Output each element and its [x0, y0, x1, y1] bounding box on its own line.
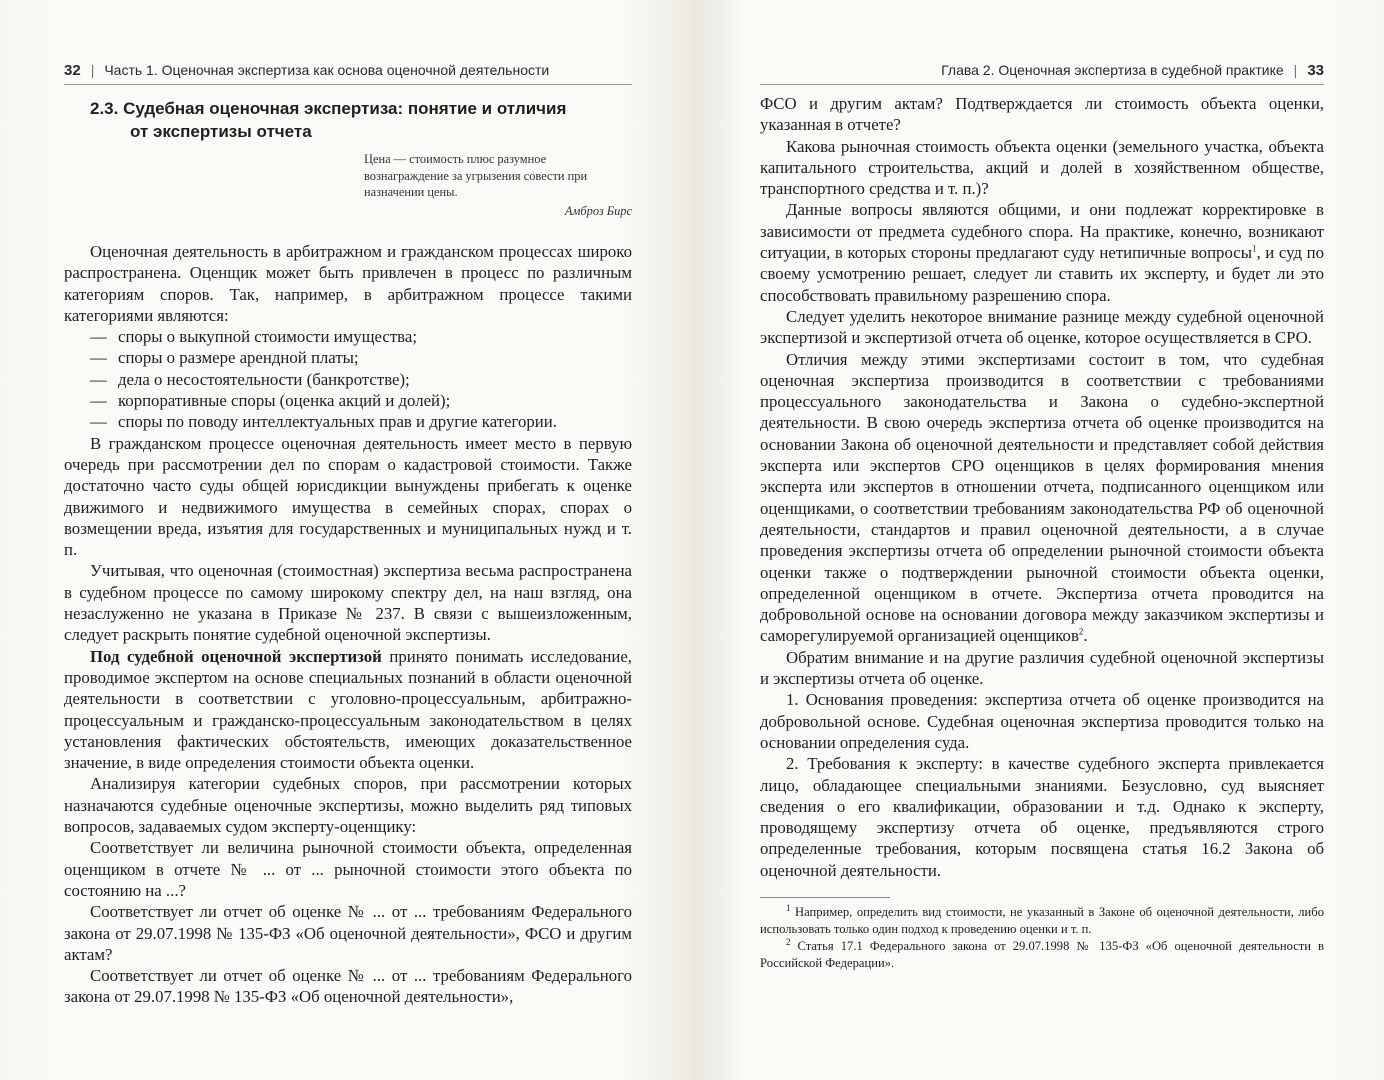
header-separator: | — [1293, 62, 1298, 78]
list-item: — споры о выкупной стоимости имущества; — [90, 326, 632, 347]
epigraph — [364, 151, 632, 219]
paragraph: ФСО и другим актам? Подтверждается ли стоимость объекта оценки, указанная в отчете? — [760, 94, 1324, 135]
question-paragraph: Какова рыночная стоимость объекта оценки (земельного участка, объекта капитального строительства, акций и долей в хозяйственном обществе, транспортного средства и т. п.)? — [760, 136, 1324, 199]
running-head-title-right: Глава 2. Оценочная экспертиза в судебной практике — [941, 62, 1284, 78]
list-item: — споры о размере арендной платы; — [90, 347, 632, 368]
paragraph: В гражданском процессе оценочная деятельность имеет место в первую очередь при рассмотрении дел по спорам о кадастровой стоимости. Также достаточно часто суды общей юрисдикции вынуждены прибегать к оценке движимого и недвижимого имущества в семейных спорах, спорах о возмещении вреда, изъятия для государственных и муниципальных нужд и т. п. — [64, 433, 632, 560]
page-number-right: 33 — [1307, 61, 1324, 79]
list-item: — корпоративные споры (оценка акций и долей); — [90, 390, 632, 411]
footnotes — [760, 904, 1324, 972]
left-body-text — [64, 241, 632, 1008]
question-paragraph: Соответствует ли отчет об оценке № ... от ... требованиям Федерального закона от 29.07.1998 № 135-ФЗ «Об оценочной деятельности», ФСО и другим актам? — [64, 902, 632, 964]
paragraph: Следует уделить некоторое внимание разнице между судебной оценочной экспертизой и экспертизой отчета об оценке, которое осуществляется в СРО. — [760, 306, 1324, 348]
paragraph-text: Данные вопросы являются общими, и они подлежат корректировке в зависимости от предмета судебного спора. На практике, конечно, возникают ситуации, в которых стороны предлагают суду нетипичные вопросы — [760, 200, 1324, 263]
list-item: — дела о несостоятельности (банкротстве); — [90, 369, 632, 390]
paragraph: Обратим внимание и на другие различия судебной оценочной экспертизы и экспертизы отчета об оценке. — [760, 647, 1324, 689]
defined-term: Под судебной оценочной экспертизой — [90, 646, 382, 666]
footnote-number: 2 — [786, 936, 791, 947]
footnote-ref: 1 — [1251, 243, 1257, 254]
footnote — [760, 904, 1324, 938]
footnote-text: Например, определить вид стоимости, не указанный в Законе об оценочной деятельности, либо использовать только один подход к проведению оценки и т. п. — [760, 904, 1324, 936]
paragraph: Анализируя категории судебных споров, при рассмотрении которых назначаются судебные оценочные экспертизы, можно выделить ряд типовых вопросов, задаваемых судом эксперту-оценщику: — [64, 774, 632, 837]
paragraph — [760, 199, 1324, 305]
dispute-categories-list — [64, 326, 632, 432]
section-title-line-2: от экспертизы отчета — [130, 122, 312, 141]
paragraph-text: . — [1083, 626, 1088, 646]
paragraph: Учитывая, что оценочная (стоимостная) экспертиза весьма распространена в судебном процессе по самому широкому спектру дел, на наш взгляд, она незаслуженно не указана в Приказе № 237. В связи с вышеизложенным, следует раскрыть понятие судебной оценочной экспертизы. — [64, 561, 632, 645]
question-paragraph: Соответствует ли величина рыночной стоимости объекта, определенная оценщиком в отчете № ... от ... рыночной стоимости этого объекта по состоянию на ...? — [64, 838, 632, 900]
running-head-right — [760, 58, 1324, 85]
paragraph-text: Отличия между этими экспертизами состоит в том, что судебная оценочная экспертиза производится в соответствии с требованиями процессуального законодательства и Закона о судебно-экспертной деятельности. В свою очередь экспертиза отчета об оценке производится на основании Закона об оценочной деятельности и представляет собой действия эксперта или экспертов СРО оценщиков в целях формирования мнения эксперта или экспертов в отношении отчета, подписанного оценщиком или оценщиками, о соответствии требованиям законодательства РФ об оценочной деятельности, стандартов и правил оценочной деятельности, а в случае проведения экспертизы отчета об определении рыночной стоимости объекта оценки также о подтверждении рыночной стоимости объекта оценки, определенной оценщиком в отчете. Экспертиза отчета проводится на добровольной основе на основании договора между заказчиком экспертизы и саморегулируемой организацией оценщиков — [760, 349, 1324, 646]
epigraph-text: Цена — стоимость плюс разумное вознаграждение за угрызения совести при назначении цены. — [364, 152, 588, 199]
paragraph — [760, 349, 1324, 647]
paragraph: Оценочная деятельность в арбитражном и гражданском процессах широко распространена. Оценщик может быть привлечен в процесс по различным категориям споров. Так, например, в арбитражном процессе такими категориями являются: — [64, 242, 632, 325]
footnote-divider — [760, 897, 890, 898]
page-number-left: 32 — [64, 61, 81, 79]
header-separator: | — [90, 62, 95, 78]
definition-text: принято понимать исследование, проводимое экспертом на основе специальных познаний в области оценочной деятельности в соответствии с уголовно-процессуальным, арбитражно-процессуальным и гражданско-процессуальным законодательством в целях установления фактических обстоятельств, имеющих доказательственное значение, в виде определения стоимости объекта оценки. — [64, 646, 632, 773]
list-item: — споры по поводу интеллектуальных прав и другие категории. — [90, 411, 632, 432]
right-page — [692, 0, 1384, 1080]
footnote — [760, 938, 1324, 972]
epigraph-author: Амброз Бирс — [564, 203, 632, 218]
section-title-line-1: 2.3. Судебная оценочная экспертиза: понятие и отличия — [90, 99, 567, 118]
footnote-ref: 2 — [1078, 626, 1084, 637]
running-head-title-left: Часть 1. Оценочная экспертиза как основа оценочной деятельности — [104, 62, 550, 78]
right-body-text — [760, 93, 1324, 881]
footnote-number: 1 — [786, 902, 791, 913]
running-head-left — [64, 58, 632, 85]
section-title — [90, 97, 632, 143]
question-paragraph: Соответствует ли отчет об оценке № ... от ... требованиям Федерального закона от 29.07.1998 № 135-ФЗ «Об оценочной деятельности», — [64, 966, 632, 1007]
numbered-paragraph: 2. Требования к эксперту: в качестве судебного эксперта привлекается лицо, обладающее специальными знаниями. Безусловно, суд выясняет сведения о его квалификации, образовании и т.д. Однако к эксперту, проводящему экспертизу отчета об оценке, предъявляются строго определенные требования, которым посвящена статья 16.2 Закона об оценочной деятельности. — [760, 754, 1324, 880]
paragraph-text: , и суд по своему усмотрению решает, следует ли ставить их эксперту, и будет ли это способствовать правильному разрешению спора. — [760, 243, 1324, 305]
numbered-paragraph: 1. Основания проведения: экспертиза отчета об оценке производится на добровольной основе. Судебная оценочная экспертиза проводится только на основании определения суда. — [760, 690, 1324, 752]
definition-paragraph — [64, 646, 632, 774]
footnote-text: Статья 17.1 Федерального закона от 29.07.1998 № 135-ФЗ «Об оценочной деятельности в Российской Федерации». — [760, 938, 1324, 970]
